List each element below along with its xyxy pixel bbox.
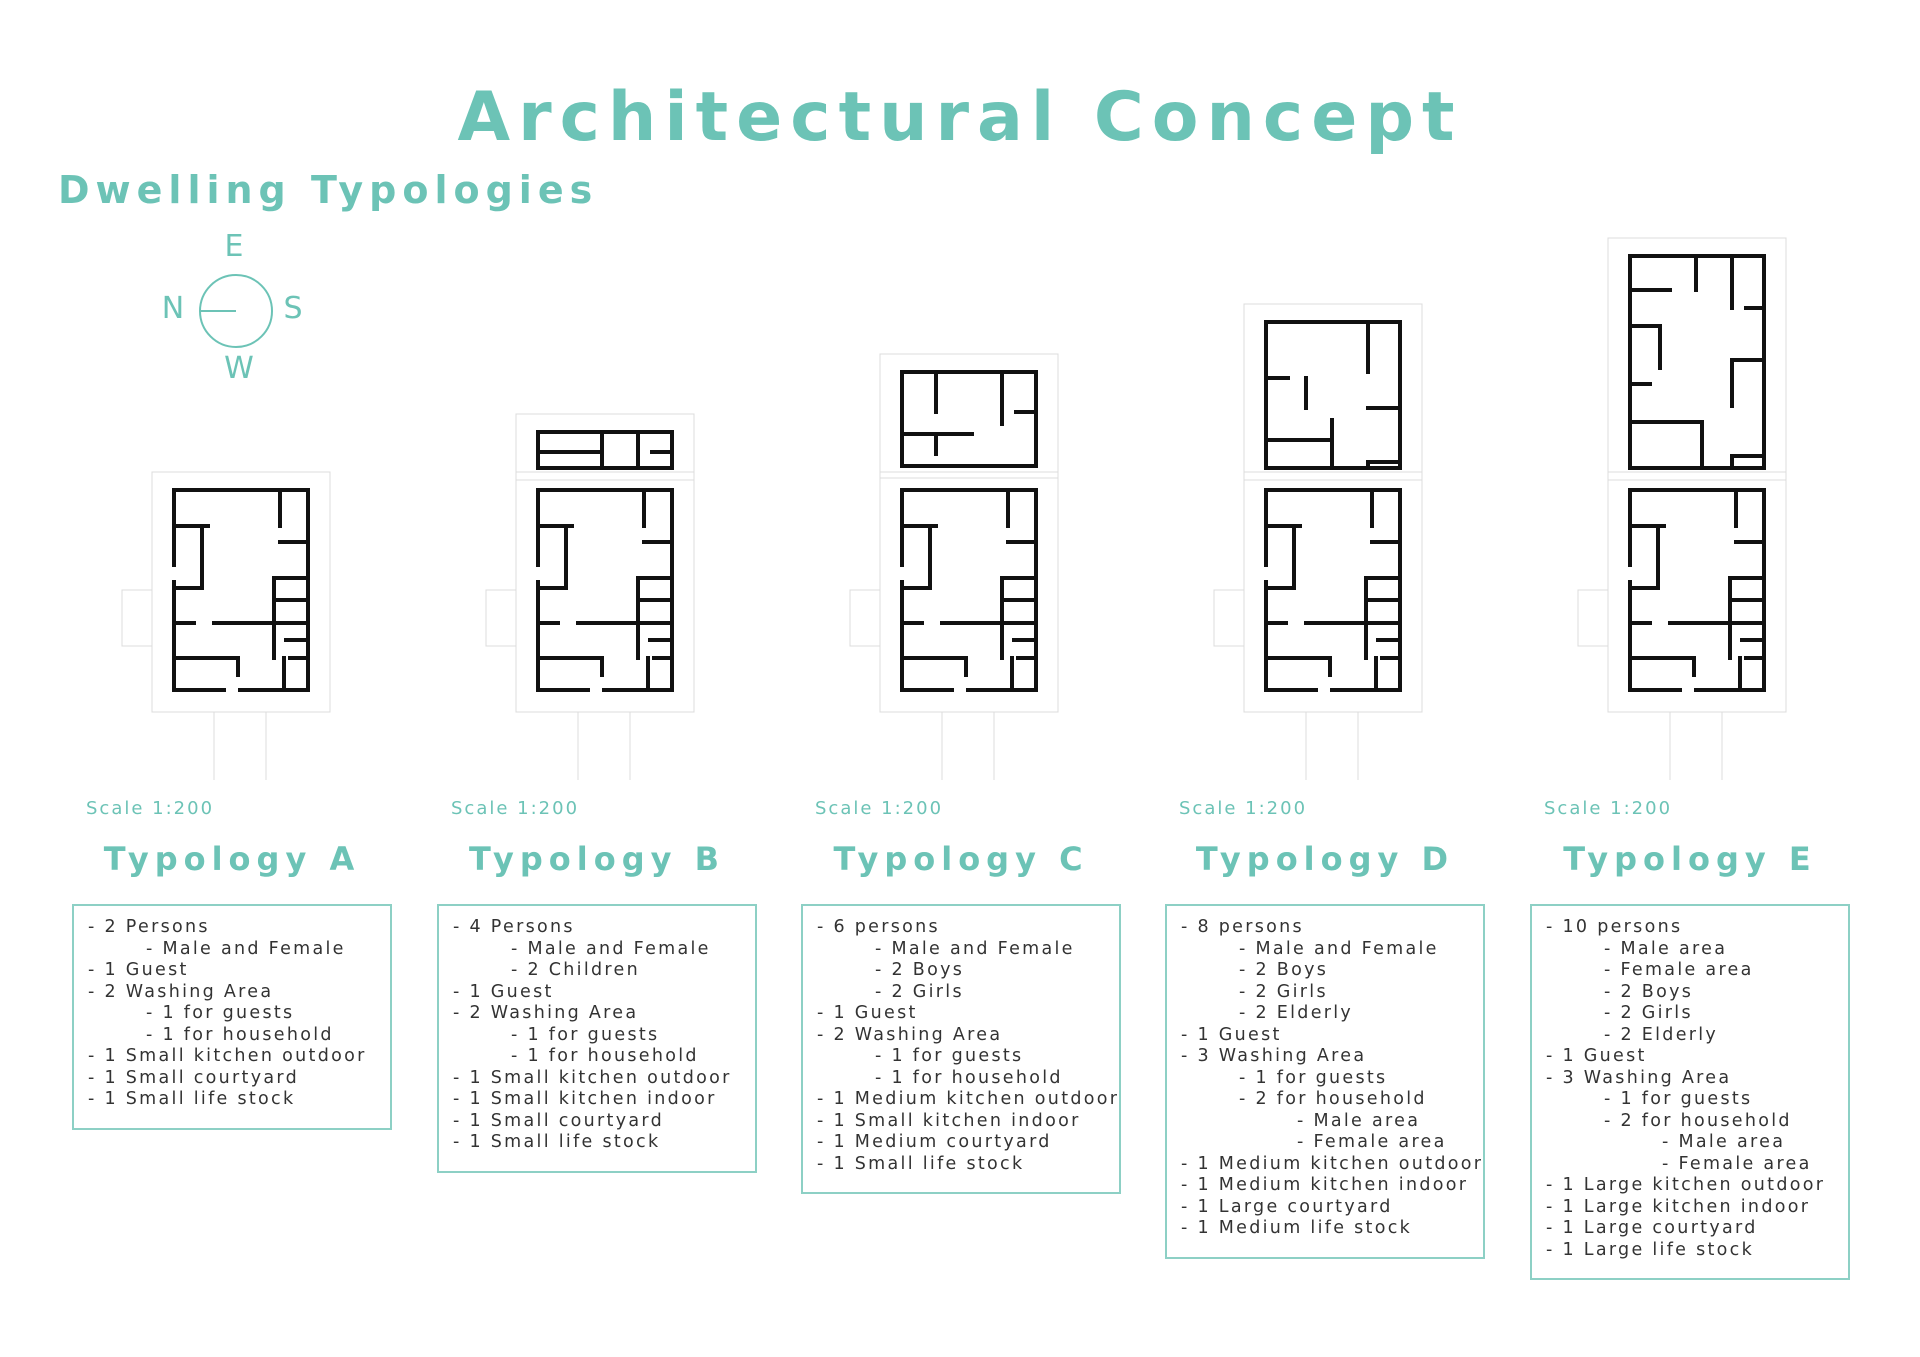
- program-item: - 2 for household: [1239, 1089, 1427, 1109]
- program-item: - 2 Elderly: [1604, 1024, 1719, 1045]
- program-item: - 1 Large kitchen outdoor: [1546, 1175, 1826, 1195]
- program-item: - 1 Guest: [1546, 1046, 1647, 1066]
- program-item: - 1 Small courtyard: [453, 1110, 664, 1131]
- program-item: - 1 Medium kitchen outdoor: [817, 1089, 1120, 1109]
- program-item: - Male and Female: [511, 938, 711, 959]
- program-item: - 1 Large courtyard: [1546, 1218, 1758, 1238]
- program-item: - 2 for household: [1604, 1110, 1792, 1131]
- outdoor-kitchen-outline: [486, 590, 516, 646]
- program-item: - 1 Guest: [817, 1003, 918, 1023]
- typology-program-box: [1165, 904, 1485, 1259]
- program-item: - 2 Girls: [1604, 1003, 1693, 1023]
- program-item: - Male and Female: [1239, 938, 1439, 959]
- compass-west-label: W: [224, 351, 254, 386]
- program-item: - Male area: [1604, 938, 1728, 959]
- program-item: - 1 Large kitchen indoor: [1546, 1196, 1811, 1217]
- program-item: - Female area: [1297, 1132, 1447, 1152]
- program-item: - 1 Large courtyard: [1181, 1196, 1393, 1217]
- program-item: - 1 Guest: [1181, 1024, 1282, 1045]
- program-item: - 1 for guests: [146, 1003, 295, 1023]
- program-item: - 1 for household: [511, 1046, 699, 1066]
- program-item: - 4 Persons: [453, 917, 575, 937]
- site-outline: [516, 472, 694, 712]
- program-item: - Male area: [1297, 1110, 1421, 1131]
- program-item: - 2 Girls: [875, 981, 964, 1002]
- site-outline: [1244, 472, 1422, 712]
- program-item: - Female area: [1604, 960, 1754, 980]
- program-item: - Female area: [1662, 1153, 1812, 1174]
- program-item: - 2 Persons: [88, 917, 210, 937]
- program-item: - 1 Small courtyard: [88, 1067, 299, 1088]
- typology-program-box: [437, 904, 757, 1173]
- program-item: - 2 Children: [511, 960, 640, 980]
- typology-program-box: [1530, 904, 1850, 1280]
- typology-title: Typology A: [103, 840, 361, 878]
- program-item: - 3 Washing Area: [1181, 1046, 1367, 1066]
- outdoor-kitchen-outline: [1578, 590, 1608, 646]
- typology-program-box: [72, 904, 392, 1130]
- program-item: - 1 for household: [875, 1067, 1063, 1088]
- outdoor-kitchen-outline: [1214, 590, 1244, 646]
- program-item: - 2 Boys: [1604, 981, 1694, 1002]
- program-item: - 1 Guest: [453, 981, 554, 1002]
- upper-floor-outline: [516, 414, 694, 480]
- site-outline: [1608, 472, 1786, 712]
- livestock-outline: [942, 712, 994, 780]
- scale-label: Scale 1:200: [815, 798, 944, 819]
- program-item: - 8 persons: [1181, 917, 1304, 937]
- livestock-outline: [214, 712, 266, 780]
- program-item: - 1 Medium kitchen indoor: [1181, 1175, 1469, 1195]
- program-item: - 2 Boys: [875, 960, 965, 980]
- scale-label: Scale 1:200: [1179, 798, 1308, 819]
- scale-label: Scale 1:200: [1544, 798, 1673, 819]
- program-item: - 1 Medium courtyard: [817, 1132, 1052, 1152]
- typology-title: Typology E: [1563, 840, 1817, 878]
- compass-south-label: S: [283, 291, 303, 326]
- program-item: - 1 Small life stock: [453, 1132, 661, 1152]
- program-item: - 2 Elderly: [1239, 1003, 1354, 1023]
- program-item: - 1 Medium kitchen outdoor: [1181, 1153, 1484, 1174]
- program-item: - 2 Girls: [1239, 981, 1328, 1002]
- program-item: - 1 Small life stock: [88, 1089, 296, 1109]
- program-item: - Male and Female: [146, 938, 346, 959]
- program-item: - 1 for guests: [1239, 1067, 1388, 1088]
- livestock-outline: [1306, 712, 1358, 780]
- program-item: - 2 Boys: [1239, 960, 1329, 980]
- outdoor-kitchen-outline: [850, 590, 880, 646]
- program-item: - 1 Small kitchen indoor: [817, 1110, 1081, 1131]
- program-item: - 2 Washing Area: [88, 981, 274, 1002]
- program-item: - 1 Small kitchen indoor: [453, 1089, 717, 1109]
- scale-label: Scale 1:200: [451, 798, 580, 819]
- program-item: - 1 Small life stock: [817, 1153, 1025, 1174]
- program-item: - 1 Medium life stock: [1181, 1218, 1413, 1238]
- program-item: - 10 persons: [1546, 917, 1683, 937]
- typology-title: Typology B: [468, 840, 726, 878]
- program-item: - Male and Female: [875, 938, 1075, 959]
- compass-east-label: E: [224, 229, 244, 264]
- typology-program-box: [801, 904, 1121, 1194]
- program-item: - 3 Washing Area: [1546, 1067, 1732, 1088]
- program-item: - Male area: [1662, 1132, 1786, 1152]
- program-item: - 1 Small kitchen outdoor: [88, 1046, 367, 1066]
- program-item: - 1 for guests: [1604, 1089, 1753, 1109]
- scale-label: Scale 1:200: [86, 798, 215, 819]
- program-item: - 1 for guests: [511, 1024, 660, 1045]
- page-title: Architectural Concept: [457, 78, 1463, 157]
- program-item: - 2 Washing Area: [817, 1024, 1003, 1045]
- program-item: - 1 for guests: [875, 1046, 1024, 1066]
- compass-north-label: N: [161, 291, 185, 326]
- program-item: - 6 persons: [817, 917, 940, 937]
- typology-title: Typology D: [1195, 840, 1455, 878]
- program-item: - 1 Guest: [88, 960, 189, 980]
- typology-title: Typology C: [833, 840, 1089, 878]
- program-item: - 2 Washing Area: [453, 1003, 639, 1023]
- site-outline: [880, 472, 1058, 712]
- outdoor-kitchen-outline: [122, 590, 152, 646]
- program-item: - 1 Large life stock: [1546, 1239, 1755, 1260]
- livestock-outline: [1670, 712, 1722, 780]
- site-outline: [152, 472, 330, 712]
- livestock-outline: [578, 712, 630, 780]
- program-item: - 1 Small kitchen outdoor: [453, 1067, 732, 1088]
- page-subtitle: Dwelling Typologies: [58, 168, 599, 212]
- program-item: - 1 for household: [146, 1024, 334, 1045]
